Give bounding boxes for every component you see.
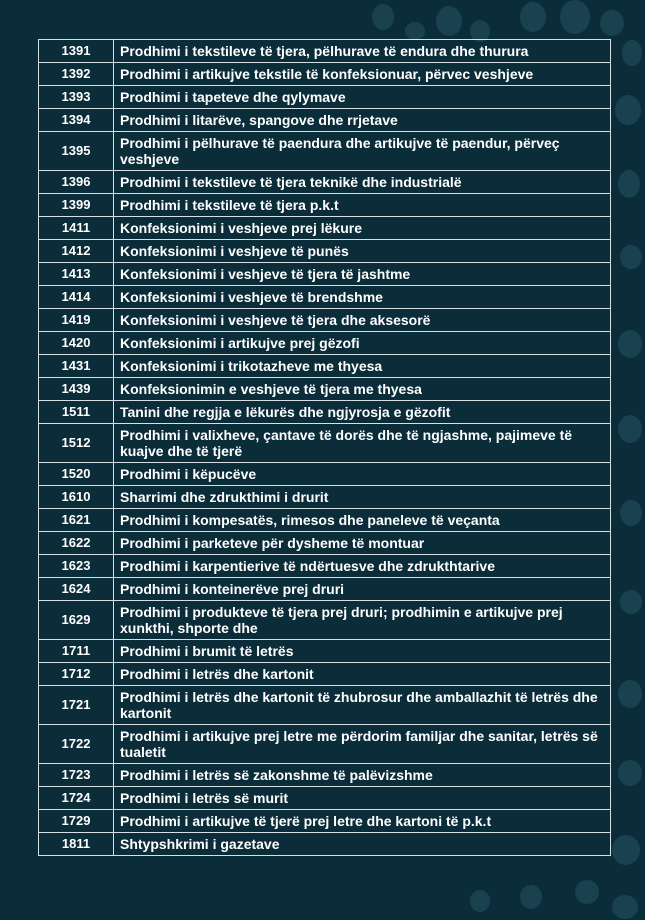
activity-code: 1621 <box>39 509 114 532</box>
activity-code: 1395 <box>39 132 114 171</box>
activity-description: Sharrimi dhe zdrukthimi i drurit <box>114 486 611 509</box>
activity-description: Prodhimi i letrës dhe kartonit të zhubrosur dhe amballazhit të letrës dhe kartonit <box>114 686 611 725</box>
activity-description: Prodhimi i tekstileve të tjera, pëlhurave të endura dhe thurura <box>114 40 611 63</box>
activity-description: Prodhimi i tekstileve të tjera p.k.t <box>114 194 611 217</box>
activity-code: 1623 <box>39 555 114 578</box>
activity-code: 1392 <box>39 63 114 86</box>
table-row <box>39 833 611 856</box>
activity-description: Prodhimi i litarëve, spangove dhe rrjetave <box>114 109 611 132</box>
activity-description: Shtypshkrimi i gazetave <box>114 833 611 856</box>
activity-description: Prodhimi i tapeteve dhe qylymave <box>114 86 611 109</box>
table-row <box>39 509 611 532</box>
activity-code: 1431 <box>39 355 114 378</box>
activity-code: 1412 <box>39 240 114 263</box>
table-row <box>39 601 611 640</box>
activity-description: Prodhimi i artikujve tekstile të konfeksionuar, përvec veshjeve <box>114 63 611 86</box>
activity-code: 1511 <box>39 401 114 424</box>
table-row <box>39 286 611 309</box>
activity-description: Prodhimi i kompesatës, rimesos dhe paneleve të veçanta <box>114 509 611 532</box>
table-row <box>39 40 611 63</box>
activity-description: Konfeksionimi i veshjeve të punës <box>114 240 611 263</box>
table-row <box>39 63 611 86</box>
activity-code: 1393 <box>39 86 114 109</box>
table-row <box>39 640 611 663</box>
activity-description: Prodhimi i artikujve prej letre me përdorim familjar dhe sanitar, letrës së tualetit <box>114 725 611 764</box>
table-row <box>39 810 611 833</box>
activity-code: 1729 <box>39 810 114 833</box>
activity-code: 1723 <box>39 764 114 787</box>
activity-description: Prodhimi i letrës së zakonshme të palëvizshme <box>114 764 611 787</box>
table-row <box>39 194 611 217</box>
activity-description: Konfeksionimi i veshjeve të tjera dhe aksesorë <box>114 309 611 332</box>
activity-description: Prodhimi i pëlhurave të paendura dhe artikujve të paendur, përveç veshjeve <box>114 132 611 171</box>
activity-code: 1420 <box>39 332 114 355</box>
activity-code: 1629 <box>39 601 114 640</box>
table-row <box>39 309 611 332</box>
activity-description: Prodhimi i brumit të letrës <box>114 640 611 663</box>
activity-code: 1396 <box>39 171 114 194</box>
activity-description: Konfeksionimi i veshjeve të tjera të jashtme <box>114 263 611 286</box>
table-row <box>39 663 611 686</box>
activity-description: Prodhimi i valixheve, çantave të dorës dhe të ngjashme, pajimeve të kuajve dhe të tjerë <box>114 424 611 463</box>
table-body <box>39 40 611 856</box>
table-row <box>39 725 611 764</box>
table-row <box>39 486 611 509</box>
activity-code-table <box>38 39 611 856</box>
activity-code: 1624 <box>39 578 114 601</box>
activity-description: Konfeksionimi i artikujve prej gëzofi <box>114 332 611 355</box>
activity-code: 1811 <box>39 833 114 856</box>
table-row <box>39 109 611 132</box>
activity-code: 1399 <box>39 194 114 217</box>
table-row <box>39 463 611 486</box>
activity-description: Prodhimi i letrës dhe kartonit <box>114 663 611 686</box>
activity-description: Konfeksionimi i trikotazheve me thyesa <box>114 355 611 378</box>
activity-code: 1722 <box>39 725 114 764</box>
table-row <box>39 401 611 424</box>
table-row <box>39 686 611 725</box>
activity-code: 1391 <box>39 40 114 63</box>
activity-code: 1413 <box>39 263 114 286</box>
activity-code: 1419 <box>39 309 114 332</box>
table-row <box>39 217 611 240</box>
activity-description: Prodhimi i konteinerëve prej druri <box>114 578 611 601</box>
activity-code: 1724 <box>39 787 114 810</box>
activity-code: 1610 <box>39 486 114 509</box>
activity-code: 1411 <box>39 217 114 240</box>
table-row <box>39 332 611 355</box>
activity-code: 1512 <box>39 424 114 463</box>
activity-description: Konfeksionimi i veshjeve të brendshme <box>114 286 611 309</box>
activity-description: Prodhimi i produkteve të tjera prej druri; prodhimin e artikujve prej xunkthi, shporte dhe <box>114 601 611 640</box>
table-row <box>39 240 611 263</box>
table-row <box>39 787 611 810</box>
activity-description: Konfeksionimi i veshjeve prej lëkure <box>114 217 611 240</box>
table-row <box>39 355 611 378</box>
activity-description: Prodhimi i letrës së murit <box>114 787 611 810</box>
activity-description: Prodhimi i tekstileve të tjera teknikë dhe industrialë <box>114 171 611 194</box>
table-row <box>39 378 611 401</box>
table-row <box>39 555 611 578</box>
activity-code: 1711 <box>39 640 114 663</box>
activity-code: 1622 <box>39 532 114 555</box>
table-row <box>39 424 611 463</box>
table-row <box>39 764 611 787</box>
activity-description: Prodhimi i këpucëve <box>114 463 611 486</box>
table-row <box>39 263 611 286</box>
activity-description: Konfeksionimin e veshjeve të tjera me thyesa <box>114 378 611 401</box>
activity-code: 1394 <box>39 109 114 132</box>
table-row <box>39 86 611 109</box>
table-row <box>39 171 611 194</box>
activity-description: Tanini dhe regjja e lëkurës dhe ngjyrosja e gëzofit <box>114 401 611 424</box>
activity-code: 1520 <box>39 463 114 486</box>
activity-description: Prodhimi i karpentierive të ndërtuesve dhe zdrukthtarive <box>114 555 611 578</box>
activity-code: 1712 <box>39 663 114 686</box>
table-row <box>39 532 611 555</box>
activity-code: 1414 <box>39 286 114 309</box>
table-row <box>39 578 611 601</box>
activity-code: 1721 <box>39 686 114 725</box>
activity-description: Prodhimi i artikujve të tjerë prej letre dhe kartoni të p.k.t <box>114 810 611 833</box>
table-row <box>39 132 611 171</box>
activity-description: Prodhimi i parketeve për dysheme të montuar <box>114 532 611 555</box>
activity-code: 1439 <box>39 378 114 401</box>
